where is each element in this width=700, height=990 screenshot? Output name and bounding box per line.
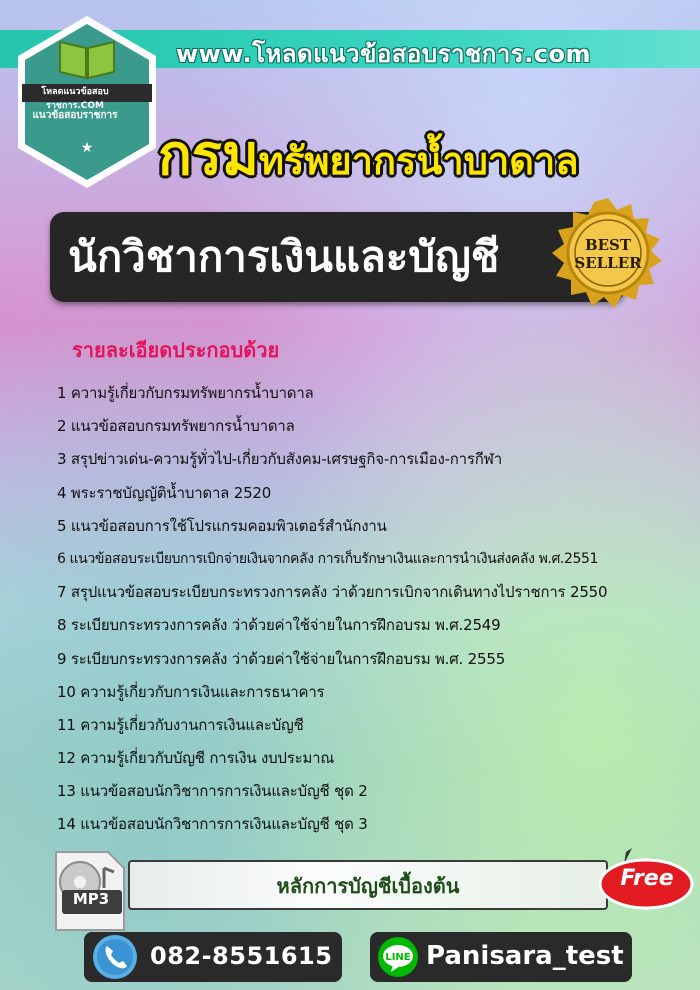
audio-bonus-title: หลักการบัญชีเบื้องต้น: [276, 874, 460, 898]
list-item: 10 ความรู้เกี่ยวกับการเงินและการธนาคาร: [57, 682, 325, 701]
position-title: นักวิชาการเงินและบัญชี: [68, 232, 500, 281]
list-item: 11 ความรู้เกี่ยวกับงานการเงินและบัญชี: [57, 715, 304, 734]
badge-tagline: แนวข้อสอบราชการ: [32, 110, 118, 121]
line-id[interactable]: Panisara_test: [426, 941, 624, 971]
department-name: ทรัพยากรน้ำบาดาล: [258, 139, 579, 183]
seal-line1: BEST: [584, 236, 632, 254]
book-icon: [60, 42, 114, 78]
phone-icon: [92, 934, 138, 980]
contents-heading: รายละเอียดประกอบด้วย: [72, 338, 280, 362]
list-item: 4 พระราชบัญญัติน้ำบาดาล 2520: [57, 483, 272, 502]
line-word: LINE: [385, 952, 411, 963]
list-item: 5 แนวข้อสอบการใช้โปรแกรมคอมพิวเตอร์สำนักงาน: [57, 516, 387, 535]
list-item: 2 แนวข้อสอบกรมทรัพยากรน้ำบาดาล: [57, 417, 295, 436]
list-item: 7 สรุปแนวข้อสอบระเบียบกระทรวงการคลัง ว่าด้วยการเบิกจากเดินทางไปราชการ 2550: [57, 583, 608, 602]
list-item: 1 ความรู้เกี่ยวกับกรมทรัพยากรน้ำบาดาล: [57, 384, 314, 402]
badge-site-name: โหลดแนวข้อสอบราชการ.COM: [41, 87, 109, 111]
department-title: [158, 110, 698, 199]
seal-line2: SELLER: [574, 254, 642, 272]
list-item: 13 แนวข้อสอบนักวิชาการการเงินและบัญชี ชุด 2: [57, 782, 368, 801]
site-url[interactable]: www.โหลดแนวข้อสอบราชการ.com: [176, 40, 591, 68]
department-prefix: กรม: [158, 123, 259, 188]
list-item: 9 ระเบียบกระทรวงการคลัง ว่าด้วยค่าใช้จ่ายในการฝึกอบรม พ.ศ. 2555: [57, 649, 506, 668]
star-icon: ★: [80, 140, 94, 156]
mp3-label: MP3: [72, 890, 110, 908]
list-item: 8 ระเบียบกระทรวงการคลัง ว่าด้วยค่าใช้จ่ายในการฝึกอบรม พ.ศ.2549: [57, 616, 501, 635]
seal-label: [548, 236, 668, 272]
free-label: Free: [620, 866, 674, 891]
contents-list: [57, 378, 697, 843]
list-item: 6 แนวข้อสอบระเบียบการเบิกจ่ายเงินจากคลัง การเก็บรักษาเงินและการนำเงินส่งคลัง พ.ศ.2551: [57, 550, 599, 567]
list-item: 14 แนวข้อสอบนักวิชาการการเงินและบัญชี ชุด 3: [57, 815, 368, 834]
list-item: 12 ความรู้เกี่ยวกับบัญชี การเงิน งบประมาณ: [57, 749, 335, 768]
phone-number[interactable]: 082-8551615: [150, 942, 333, 970]
list-item: 3 สรุปข่าวเด่น-ความรู้ทั่วไป-เกี่ยวกับสังคม-เศรษฐกิจ-การเมือง-การกีฬา: [57, 450, 502, 469]
